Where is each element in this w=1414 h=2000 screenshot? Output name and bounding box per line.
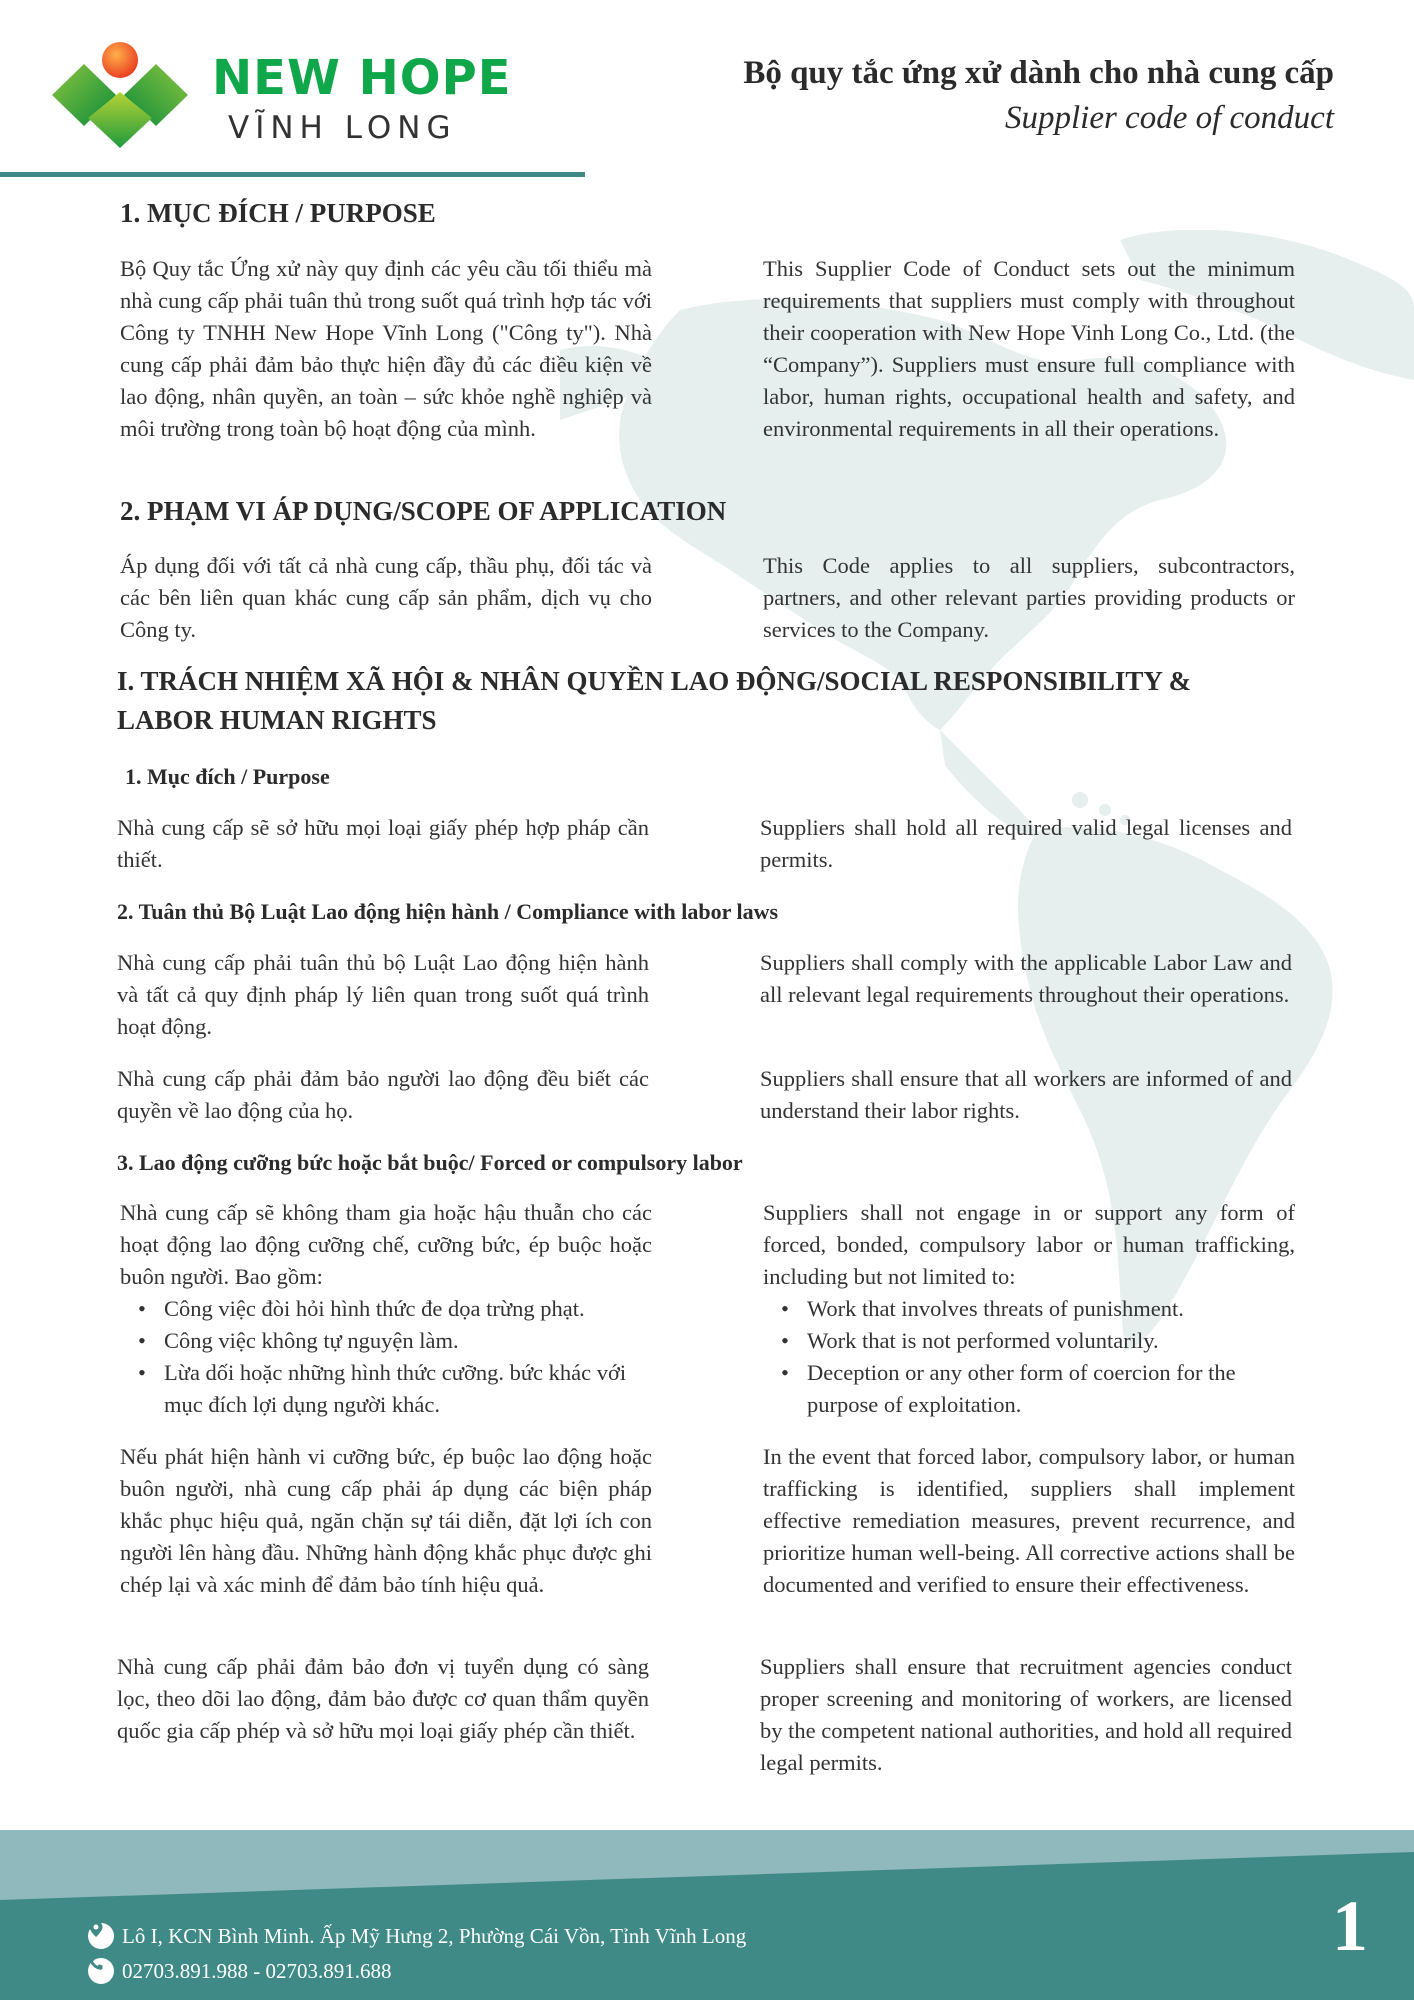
- address-text: Lô I, KCN Bình Minh. Ấp Mỹ Hưng 2, Phường Cái Vồn, Tỉnh Vĩnh Long: [122, 1923, 747, 1948]
- forced-labor-block-vi: [120, 1197, 652, 1421]
- footer-address: [88, 1920, 746, 1952]
- section-heading-scope: 2. PHẠM VI ÁP DỤNG/SCOPE OF APPLICATION: [120, 496, 727, 526]
- header-divider: [0, 172, 585, 177]
- forced-labor-intro-en: Suppliers shall not engage in or support any form of forced, bonded, compulsory labor or human trafficking, including but not limited to:: [763, 1200, 1295, 1289]
- brand-subtitle: VĨNH LONG: [228, 110, 457, 146]
- forced-labor-block-en: [763, 1197, 1295, 1421]
- recruitment-text-vi: Nhà cung cấp phải đảm bảo đơn vị tuyển dụng có sàng lọc, theo dõi lao động, đảm bảo được cơ quan thẩm quyền quốc gia cấp phép và sở hữu mọi loại giấy phép cần thiết.: [117, 1654, 649, 1743]
- location-pin-icon: [88, 1923, 114, 1949]
- footer-phone: [88, 1955, 392, 1987]
- list-item: • Work that is not performed voluntarily.: [807, 1325, 1295, 1357]
- labor-law-text-vi: Nhà cung cấp phải tuân thủ bộ Luật Lao động hiện hành và tất cả quy định pháp lý liên quan trong suốt quá trình hoạt động.: [117, 950, 649, 1039]
- labor-rights-text-en: Suppliers shall ensure that all workers are informed of and understand their labor rights.: [760, 1066, 1292, 1123]
- scope-text-en: This Code applies to all suppliers, subcontractors, partners, and other relevant parties providing products or services to the Company.: [763, 553, 1295, 642]
- document-header: [0, 0, 1414, 180]
- subsection-heading-labor-law: 2. Tuân thủ Bộ Luật Lao động hiện hành / Compliance with labor laws: [117, 899, 779, 924]
- licenses-text-en: Suppliers shall hold all required valid legal licenses and permits.: [760, 815, 1292, 872]
- document-title-vietnamese: Bộ quy tắc ứng xử dành cho nhà cung cấp: [743, 55, 1334, 91]
- list-item: • Deception or any other form of coercion for the purpose of exploitation.: [807, 1357, 1295, 1421]
- section-heading-social-responsibility-line1: I. TRÁCH NHIỆM XÃ HỘI & NHÂN QUYỀN LAO ĐỘNG/SOCIAL RESPONSIBILITY &: [117, 666, 1192, 696]
- subsection-heading-forced-labor: 3. Lao động cưỡng bức hoặc bắt buộc/ Forced or compulsory labor: [117, 1150, 743, 1175]
- remediation-text-en: In the event that forced labor, compulsory labor, or human trafficking is identified, suppliers shall implement effective remediation measures, prevent recurrence, and prioritize human well-being. All corrective actions shall be documented and verified to ensure their effectiveness.: [763, 1444, 1295, 1597]
- section-heading-social-responsibility-line2: LABOR HUMAN RIGHTS: [117, 705, 437, 735]
- document-title-english: Supplier code of conduct: [1004, 100, 1334, 136]
- remediation-text-vi: Nếu phát hiện hành vi cưỡng bức, ép buộc lao động hoặc buôn người, nhà cung cấp phải áp dụng các biện pháp khắc phục hiệu quả, ngăn chặn sự tái diễn, đặt lợi ích con người lên hàng đầu. Những hành động khắc phục được ghi chép lại và xác minh để đảm bảo tính hiệu quả.: [120, 1444, 652, 1597]
- recruitment-text-en: Suppliers shall ensure that recruitment agencies conduct proper screening and monitoring of workers, are licensed by the competent national authorities, and hold all required legal permits.: [760, 1654, 1292, 1775]
- forced-labor-intro-vi: Nhà cung cấp sẽ không tham gia hoặc hậu thuẫn cho các hoạt động lao động cưỡng chế, cưỡng bức, ép buộc hoặc buôn người. Bao gồm:: [120, 1200, 652, 1289]
- list-item: • Work that involves threats of punishment.: [807, 1293, 1295, 1325]
- subsection-heading-purpose: 1. Mục đích / Purpose: [125, 764, 330, 789]
- list-item: • Lừa dối hoặc những hình thức cưỡng. bức khác với mục đích lợi dụng người khác.: [164, 1357, 652, 1421]
- phone-icon: [88, 1958, 114, 1984]
- labor-law-text-en: Suppliers shall comply with the applicable Labor Law and all relevant legal requirements throughout their operations.: [760, 950, 1292, 1007]
- forced-labor-list-vi: [120, 1293, 652, 1421]
- purpose-text-en: This Supplier Code of Conduct sets out the minimum requirements that suppliers must comply with throughout their cooperation with New Hope Vinh Long Co., Ltd. (the “Company”). Suppliers must ensure full compliance with labor, human rights, occupational health and safety, and environmental requirements in all their operations.: [763, 256, 1295, 441]
- new-hope-logo-icon: [52, 40, 188, 150]
- document-footer: [0, 1830, 1414, 2000]
- list-item: • Công việc không tự nguyện làm.: [164, 1325, 652, 1357]
- brand-name: NEW HOPE: [212, 50, 512, 106]
- list-item: • Công việc đòi hỏi hình thức đe dọa trừng phạt.: [164, 1293, 652, 1325]
- purpose-text-vi: Bộ Quy tắc Ứng xử này quy định các yêu cầu tối thiểu mà nhà cung cấp phải tuân thủ trong suốt quá trình hợp tác với Công ty TNHH New Hope Vĩnh Long ("Công ty"). Nhà cung cấp phải đảm bảo thực hiện đầy đủ các điều kiện về lao động, nhân quyền, an toàn – sức khỏe nghề nghiệp và môi trường trong toàn bộ hoạt động của mình.: [120, 256, 652, 441]
- section-heading-purpose: 1. MỤC ĐÍCH / PURPOSE: [120, 198, 436, 228]
- page-number: 1: [1332, 1886, 1368, 1966]
- forced-labor-list-en: [763, 1293, 1295, 1421]
- labor-rights-text-vi: Nhà cung cấp phải đảm bảo người lao động đều biết các quyền về lao động của họ.: [117, 1066, 649, 1123]
- phone-text: 02703.891.988 - 02703.891.688: [122, 1958, 392, 1983]
- scope-text-vi: Áp dụng đối với tất cả nhà cung cấp, thầu phụ, đối tác và các bên liên quan khác cung cấp sản phẩm, dịch vụ cho Công ty.: [120, 553, 652, 642]
- licenses-text-vi: Nhà cung cấp sẽ sở hữu mọi loại giấy phép hợp pháp cần thiết.: [117, 815, 649, 872]
